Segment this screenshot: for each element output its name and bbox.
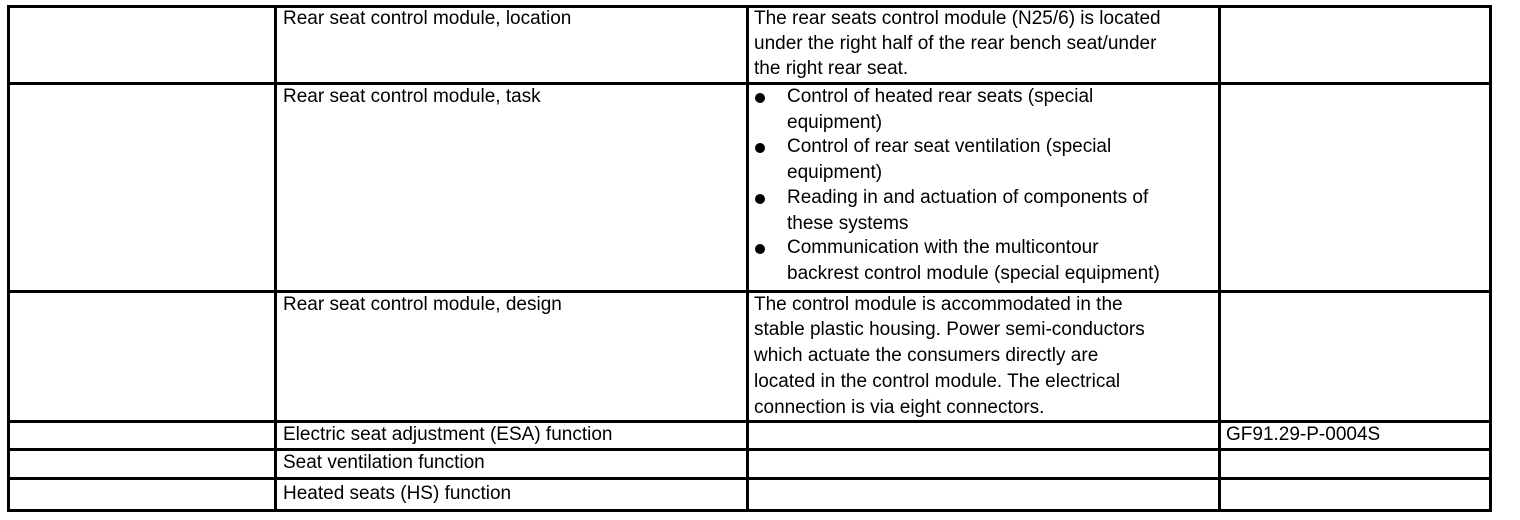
row-description-line: which actuate the consumers directly are (754, 345, 1099, 366)
bullet-text-line: Control of rear seat ventilation (special (787, 136, 1112, 157)
row-label: Seat ventilation function (283, 452, 485, 473)
row-description-line: stable plastic housing. Power semi-conductors (754, 319, 1145, 340)
bullet-text-line: backrest control module (special equipment) (787, 263, 1160, 284)
table-border-left (7, 5, 10, 512)
bullet-icon (755, 244, 765, 254)
bullet-icon (755, 194, 765, 204)
bullet-text-line: these systems (787, 213, 909, 234)
row-label: Heated seats (HS) function (283, 483, 512, 504)
row-reference-link[interactable]: GF91.29-P-0004S (1226, 424, 1381, 445)
bullet-text-line: Reading in and actuation of components of (787, 187, 1149, 208)
row-description-line: the right rear seat. (754, 58, 909, 79)
bullet-text-line: Communication with the multicontour (787, 237, 1099, 258)
row-description-line: located in the control module. The electrical (754, 371, 1121, 392)
bullet-text-line: equipment) (787, 162, 883, 183)
row-divider (7, 82, 1492, 85)
bullet-icon (755, 143, 765, 153)
row-divider (7, 290, 1492, 293)
table-border-bottom (7, 509, 1492, 512)
row-description-line: connection is via eight connectors. (754, 397, 1045, 418)
table-border-top (7, 5, 1492, 8)
row-label: Rear seat control module, location (283, 8, 572, 29)
row-divider (7, 448, 1492, 451)
bullet-icon (755, 93, 765, 103)
column-divider (274, 5, 277, 512)
row-description-line: The rear seats control module (N25/6) is located (754, 8, 1161, 29)
table-border-right (1489, 5, 1492, 512)
column-divider (746, 5, 749, 512)
row-label: Rear seat control module, design (283, 294, 562, 315)
bullet-text-line: equipment) (787, 112, 883, 133)
row-description-line: The control module is accommodated in the (754, 294, 1123, 315)
column-divider (1218, 5, 1221, 512)
row-divider (7, 477, 1492, 480)
row-description-line: under the right half of the rear bench seat/under (754, 33, 1157, 54)
row-label: Rear seat control module, task (283, 86, 541, 107)
bullet-text-line: Control of heated rear seats (special (787, 86, 1094, 107)
row-label: Electric seat adjustment (ESA) function (283, 424, 613, 445)
